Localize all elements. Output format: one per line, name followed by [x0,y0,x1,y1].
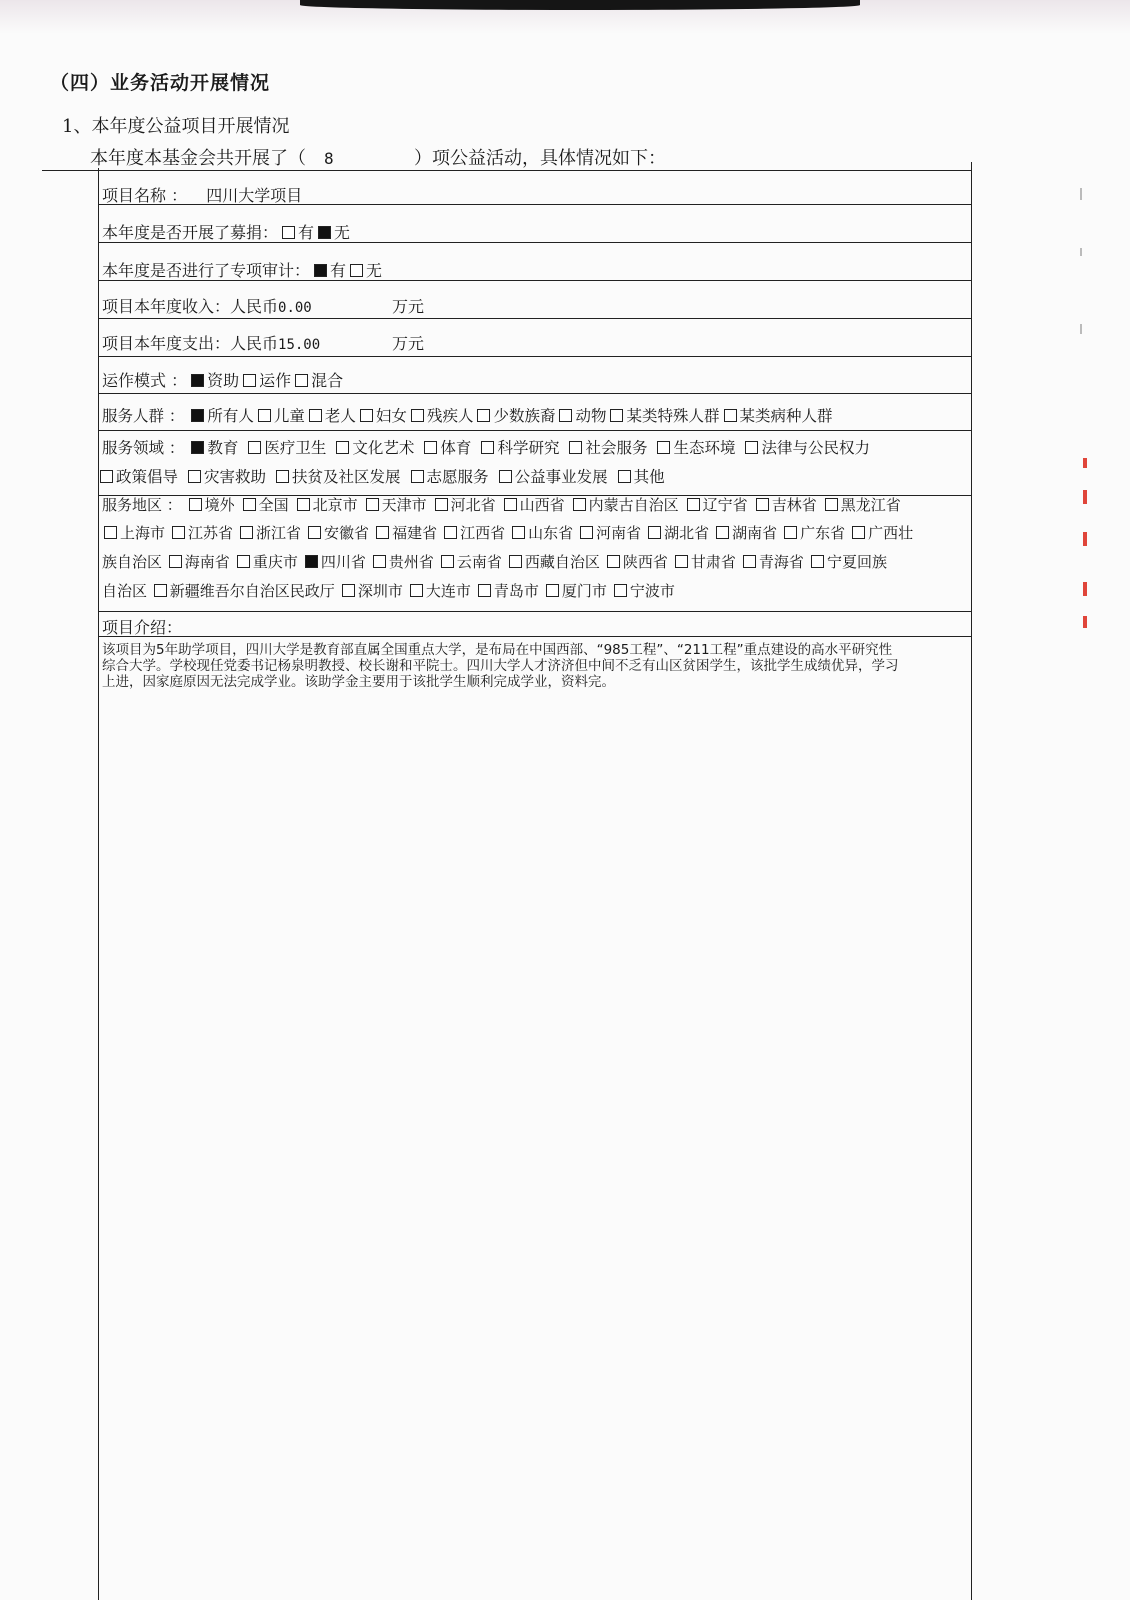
row-divider [98,636,972,637]
option-checkbox[interactable] [373,555,386,568]
option-label: 灾害救助 [204,468,267,486]
option-label: 其他 [633,468,665,486]
scan-speck [1080,324,1082,334]
option-checkbox[interactable] [376,526,389,539]
fields-row-1 [102,436,876,458]
option-label: 广东省 [800,524,846,542]
row-divider [98,318,972,319]
option-checkbox[interactable] [169,555,182,568]
option-label: 江苏省 [188,524,234,542]
expense-row [102,331,522,354]
option-label: 大连市 [425,582,471,600]
option-label: 动物 [575,407,607,425]
option-checkbox[interactable] [240,526,253,539]
regions-line3-lead: 族自治区 [102,553,163,571]
regions-line4-lead: 自治区 [102,582,148,600]
mode-label: 运作模式 ： [102,371,188,390]
option-checkbox[interactable] [724,409,737,422]
option-checkbox[interactable] [444,526,457,539]
project-count: 8 [324,149,334,168]
option-label: 辽宁省 [702,496,748,514]
intro-text-block [102,642,902,690]
option-checkbox[interactable] [559,409,572,422]
expense-value: 15.00 [278,337,321,353]
option-label: 所有人 [207,407,254,425]
option-checkbox[interactable] [276,470,289,483]
fundraising-yes-label: 有 [298,223,315,242]
regions-row-3 [102,551,890,572]
fundraising-no-checkbox[interactable] [318,226,331,239]
option-checkbox[interactable] [614,584,627,597]
regions-label: 服务地区 ： [102,496,182,514]
option-label: 天津市 [381,496,427,514]
mode-option: 资助 [207,371,240,390]
scan-red-mark [1083,532,1087,546]
option-checkbox[interactable] [100,470,113,483]
option-label: 某类特殊人群 [626,407,720,425]
groups-label: 服务人群 ： [102,407,185,425]
option-checkbox[interactable] [189,498,202,511]
subsection-title: 1、本年度公益项目开展情况 [62,116,290,137]
mode-checkbox-mixed[interactable] [295,374,308,387]
option-label: 境外 [204,496,235,514]
option-checkbox[interactable] [424,441,437,454]
audit-row [102,258,382,281]
option-checkbox[interactable] [342,584,355,597]
income-label: 项目本年度收入：人民币 [102,297,279,316]
option-checkbox[interactable] [243,498,256,511]
option-label: 云南省 [456,553,502,571]
option-label: 文化艺术 [352,439,415,457]
option-checkbox[interactable] [172,526,185,539]
fields-options [189,439,876,457]
option-checkbox[interactable] [825,498,838,511]
option-label: 海南省 [184,553,230,571]
option-label: 江西省 [460,524,506,542]
summary-prefix: 本年度本基金会共开展了（ [90,148,306,169]
option-label: 儿童 [273,407,305,425]
option-label: 山东省 [528,524,574,542]
row-divider [98,611,972,612]
option-checkbox[interactable] [481,441,494,454]
expense-label: 项目本年度支出：人民币 [102,334,279,353]
option-checkbox[interactable] [675,555,688,568]
option-label: 宁夏回族 [826,553,887,571]
option-checkbox[interactable] [648,526,661,539]
option-checkbox[interactable] [852,526,865,539]
audit-yes-label: 有 [330,261,347,280]
regions-row-2 [102,522,916,543]
fields-options [98,468,671,486]
option-checkbox[interactable] [657,441,670,454]
option-label: 某类病种人群 [739,407,833,425]
option-label: 陕西省 [622,553,668,571]
fields-label: 服务领域 ： [102,439,185,457]
option-checkbox[interactable] [504,498,517,511]
row-divider [98,430,972,431]
option-label: 广西壮 [868,524,914,542]
option-label: 少数族裔 [493,407,556,425]
fundraising-label: 本年度是否开展了募捐： [102,223,279,242]
project-name-row [102,183,302,206]
option-label: 法律与公民权力 [761,439,870,457]
option-checkbox[interactable] [618,470,631,483]
option-checkbox[interactable] [756,498,769,511]
option-checkbox[interactable] [435,498,448,511]
option-label: 浙江省 [256,524,302,542]
option-checkbox[interactable] [607,555,620,568]
scan-red-mark [1083,458,1087,468]
option-checkbox[interactable] [477,409,490,422]
option-label: 残疾人 [426,407,474,425]
groups-row [102,404,833,426]
regions-row-4 [102,580,678,601]
mode-checkbox-operation[interactable] [243,374,256,387]
option-label: 社会服务 [585,439,648,457]
option-label: 新疆维吾尔自治区民政厅 [169,582,335,600]
project-name-value: 四川大学项目 [206,186,303,205]
mode-option: 运作 [259,371,292,390]
option-label: 青海省 [758,553,804,571]
option-label: 贵州省 [388,553,434,571]
option-label: 全国 [258,496,289,514]
option-checkbox[interactable] [743,555,756,568]
mode-row [102,368,343,391]
option-checkbox[interactable] [411,470,424,483]
option-checkbox[interactable] [191,409,204,422]
option-checkbox[interactable] [499,470,512,483]
mode-checkbox-funding[interactable] [191,374,204,387]
option-label: 湖北省 [664,524,710,542]
income-value: 0.00 [278,300,312,316]
option-label: 内蒙古自治区 [588,496,679,514]
option-label: 山西省 [519,496,565,514]
project-name-label: 项目名称 ： [102,186,188,205]
option-label: 妇女 [375,407,407,425]
option-checkbox[interactable] [441,555,454,568]
intro-label: 项目介绍： [102,618,183,637]
option-checkbox[interactable] [336,441,349,454]
regions-options [152,582,678,600]
form-left-border [98,168,99,1600]
option-checkbox[interactable] [573,498,586,511]
option-label: 宁波市 [629,582,675,600]
scan-red-mark [1083,616,1087,628]
regions-options [102,524,916,542]
option-checkbox[interactable] [411,409,424,422]
option-checkbox[interactable] [154,584,167,597]
scan-speck [1080,248,1082,256]
option-checkbox[interactable] [512,526,525,539]
option-label: 河北省 [450,496,496,514]
option-label: 河南省 [596,524,642,542]
option-label: 老人 [324,407,356,425]
option-label: 青岛市 [493,582,539,600]
option-label: 吉林省 [771,496,817,514]
scan-top-shadow [0,0,1130,34]
option-label: 上海市 [120,524,166,542]
option-label: 重庆市 [252,553,298,571]
option-label: 扶贫及社区发展 [292,468,401,486]
option-label: 公益事业发展 [514,468,608,486]
regions-options [167,553,890,571]
option-checkbox[interactable] [478,584,491,597]
option-checkbox[interactable] [360,409,373,422]
option-label: 西藏自治区 [524,553,600,571]
regions-row-1 [102,494,905,515]
option-label: 科学研究 [497,439,560,457]
option-checkbox[interactable] [580,526,593,539]
option-label: 四川省 [320,553,366,571]
option-label: 厦门市 [561,582,607,600]
income-unit: 万元 [392,297,425,316]
option-checkbox[interactable] [546,584,559,597]
option-checkbox[interactable] [811,555,824,568]
option-label: 深圳市 [357,582,403,600]
option-label: 生态环境 [673,439,736,457]
groups-options [189,407,832,425]
intro-text: 该项目为5年助学项目，四川大学是教育部直属全国重点大学，是布局在中国西部、“985工程”、“211工程”重点建设的高水平研究性综合大学。学校现任党委书记杨泉明教授、校长谢和平院士。四川大学人才济济但中间不乏有山区贫困学生，该批学生成绩优异，学习上进，因家庭原因无法完成学业。该助学金主要用于该批学生顺利完成学业，资料完。 [102,642,899,690]
option-checkbox[interactable] [297,498,310,511]
scan-red-mark [1083,582,1087,596]
audit-no-checkbox[interactable] [350,264,363,277]
option-label: 安徽省 [324,524,370,542]
option-checkbox[interactable] [258,409,271,422]
audit-label: 本年度是否进行了专项审计： [102,261,311,280]
scan-speck [1080,188,1082,200]
row-divider [98,356,972,357]
audit-no-label: 无 [366,261,383,280]
fields-row-2 [98,465,671,487]
option-checkbox[interactable] [309,409,322,422]
option-checkbox[interactable] [237,555,250,568]
option-checkbox[interactable] [305,555,318,568]
option-checkbox[interactable] [191,441,204,454]
form-top-border [42,170,972,171]
fundraising-row [102,220,350,243]
row-divider [98,393,972,394]
fundraising-no-label: 无 [334,223,351,242]
option-checkbox[interactable] [188,470,201,483]
option-checkbox[interactable] [104,526,117,539]
scan-red-mark [1083,490,1087,504]
option-checkbox[interactable] [366,498,379,511]
section-title: （四）业务活动开展情况 [50,72,271,94]
form-right-border [971,162,972,1600]
summary-suffix: ）项公益活动，具体情况如下： [414,148,666,169]
mode-option: 混合 [311,371,344,390]
option-checkbox[interactable] [610,409,623,422]
audit-yes-checkbox[interactable] [314,264,327,277]
option-checkbox[interactable] [745,441,758,454]
option-label: 北京市 [312,496,358,514]
option-checkbox[interactable] [784,526,797,539]
option-label: 黑龙江省 [840,496,901,514]
option-label: 湖南省 [732,524,778,542]
option-label: 教育 [207,439,239,457]
option-checkbox[interactable] [687,498,700,511]
option-checkbox[interactable] [308,526,321,539]
option-checkbox[interactable] [509,555,522,568]
option-label: 医疗卫生 [264,439,327,457]
expense-unit: 万元 [392,334,425,353]
option-checkbox[interactable] [569,441,582,454]
summary-line [90,144,666,170]
option-label: 政策倡导 [116,468,179,486]
option-checkbox[interactable] [410,584,423,597]
regions-options [187,496,905,514]
income-row [102,294,522,317]
option-checkbox[interactable] [716,526,729,539]
option-label: 志愿服务 [426,468,489,486]
option-label: 甘肃省 [690,553,736,571]
fundraising-yes-checkbox[interactable] [282,226,295,239]
option-label: 福建省 [392,524,438,542]
option-checkbox[interactable] [248,441,261,454]
option-label: 体育 [440,439,472,457]
